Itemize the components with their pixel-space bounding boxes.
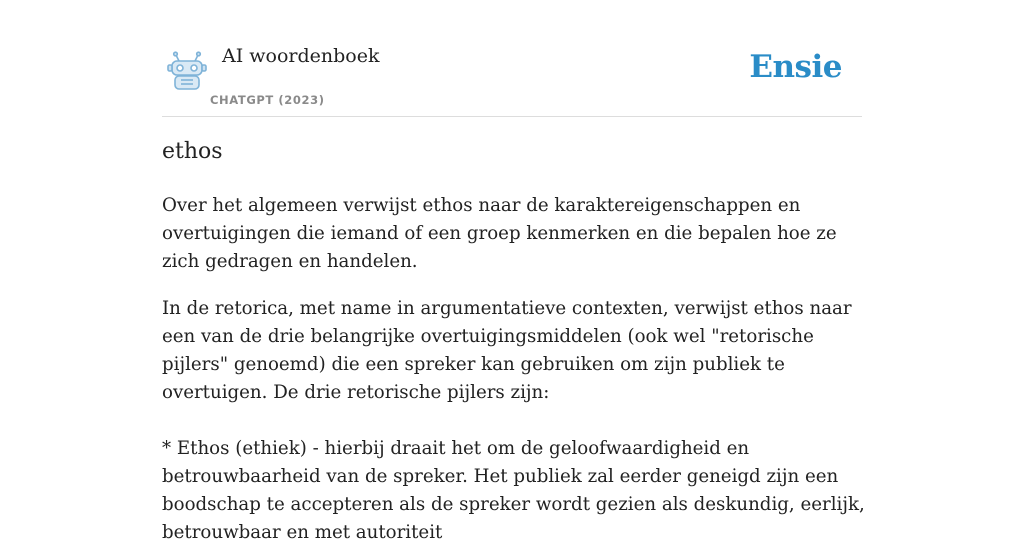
definition-paragraph: Over het algemeen verwijst ethos naar de karaktereigenschappen en overtuigingen die iemand of een groep kenmerken en die bepalen hoe ze zich gedragen en handelen. bbox=[162, 195, 837, 272]
definition-paragraph: In de retorica, met name in argumentatieve contexten, verwijst ethos naar een van de drie belangrijke overtuigingsmiddelen (ook wel "retorische pijlers" genoemd) die een spreker kan gebruiken om zijn publiek te overtuigen. De drie retorische pijlers zijn: bbox=[162, 298, 852, 403]
entry-definition bbox=[162, 192, 867, 547]
entry-header bbox=[162, 0, 862, 117]
definition-paragraph: * Ethos (ethiek) - hierbij draait het om de geloofwaardigheid en betrouwbaarheid van de spreker. Het publiek zal eerder geneigd zijn een boodschap te accepteren als de spreker wordt gezien als deskundig, eerlijk, betrouwbaar en met autoriteit bbox=[162, 438, 865, 543]
source-title[interactable]: AI woordenboek bbox=[222, 45, 380, 67]
ensie-logo-link[interactable]: Ensie bbox=[749, 49, 842, 85]
source-subtitle: CHATGPT (2023) bbox=[210, 93, 325, 107]
entry-term: ethos bbox=[162, 139, 223, 164]
robot-icon bbox=[166, 50, 208, 92]
